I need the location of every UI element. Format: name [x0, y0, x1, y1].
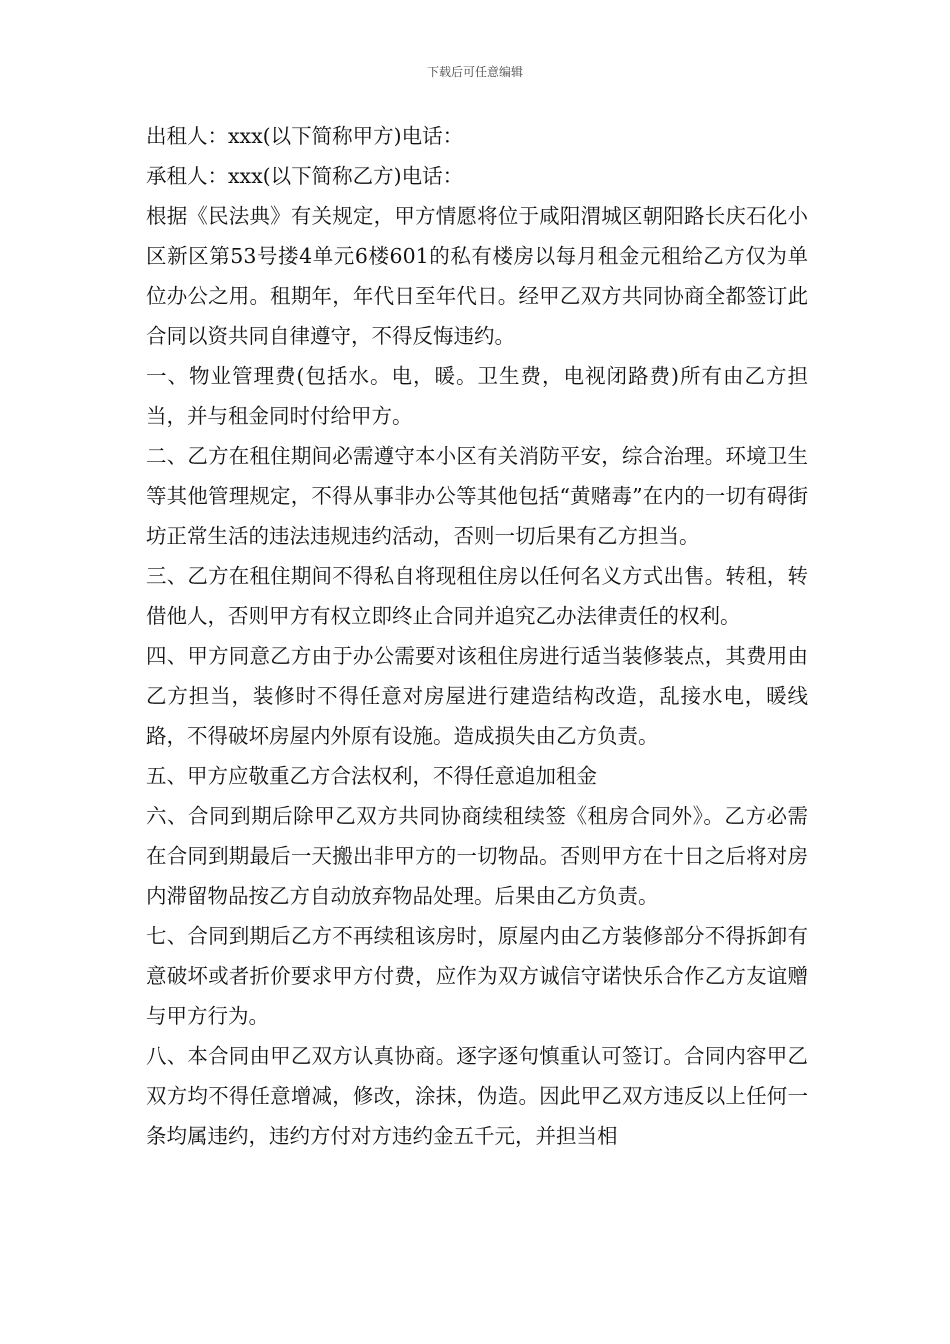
preamble-paragraph: 根据《民法典》有关规定，甲方情愿将位于咸阳渭城区朝阳路长庆石化小区新区第53号搂4单元6楼601的私有楼房以每月租金元租给乙方仅为单位办公之用。租期年，年代日至年代日。经甲乙双方共同协商全都签订此合同以资共同自律遵守，不得反悔违约。	[146, 204, 808, 348]
clause-8: 八、本合同由甲乙双方认真协商。逐字逐句慎重认可签订。合同内容甲乙双方均不得任意增减，修改，涂抹，伪造。因此甲乙双方违反以上任何一条均属违约，违约方付对方违约金五千元，并担当相	[146, 1044, 808, 1148]
clause-6: 六、合同到期后除甲乙双方共同协商续租续签《租房合同外》。乙方必需在合同到期最后一天搬出非甲方的一切物品。否则甲方在十日之后将对房内滞留物品按乙方自动放弃物品处理。后果由乙方负责。	[146, 804, 808, 908]
clause-7: 七、合同到期后乙方不再续租该房时，原屋内由乙方装修部分不得拆卸有意破坏或者折价要求甲方付费，应作为双方诚信守诺快乐合作乙方友谊赠与甲方行为。	[146, 924, 808, 1028]
page-header: 下载后可任意编辑	[426, 65, 523, 79]
clause-1: 一、物业管理费(包括水。电，暖。卫生费，电视闭路费)所有由乙方担当，并与租金同时付给甲方。	[146, 364, 808, 428]
document-body	[146, 116, 808, 1156]
clause-3: 三、乙方在租住期间不得私自将现租住房以任何名义方式出售。转租，转借他人，否则甲方有权立即终止合同并追究乙办法律责任的权利。	[146, 564, 808, 628]
clause-5: 五、甲方应敬重乙方合法权利，不得任意追加租金	[146, 764, 597, 788]
lessor-line: 出租人：xxx(以下简称甲方)电话：	[146, 124, 464, 148]
lessee-line: 承租人：xxx(以下简称乙方)电话：	[146, 164, 464, 188]
clause-4: 四、甲方同意乙方由于办公需要对该租住房进行适当装修装点，其费用由乙方担当，装修时不得任意对房屋进行建造结构改造，乱接水电，暖线路，不得破坏房屋内外原有设施。造成损失由乙方负责。	[146, 644, 808, 748]
clause-2: 二、乙方在租住期间必需遵守本小区有关消防平安，综合治理。环境卫生等其他管理规定，不得从事非办公等其他包括“黄赌毒”在内的一切有碍街坊正常生活的违法违规违约活动，否则一切后果有乙方担当。	[146, 444, 808, 548]
